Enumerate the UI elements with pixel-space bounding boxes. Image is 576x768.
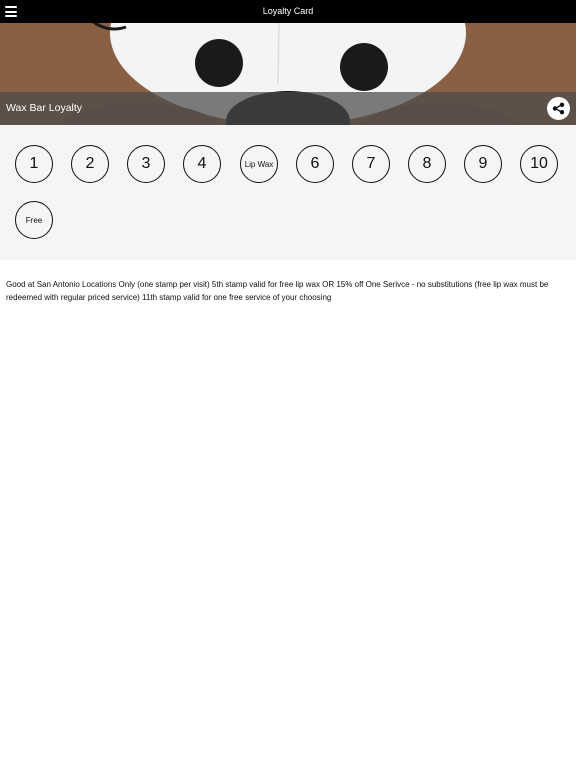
stamp-6[interactable]: 6 <box>296 145 334 183</box>
stamp-3[interactable]: 3 <box>127 145 165 183</box>
stamp-9[interactable]: 9 <box>464 145 502 183</box>
loyalty-card-title: Wax Bar Loyalty <box>6 102 83 114</box>
stamp-1[interactable]: 1 <box>15 145 53 183</box>
stamp-8[interactable]: 8 <box>408 145 446 183</box>
stamp-grid <box>0 125 576 260</box>
stamp-10[interactable]: 10 <box>520 145 558 183</box>
share-button[interactable] <box>547 97 570 120</box>
stamp-7[interactable]: 7 <box>352 145 390 183</box>
banner-title-bar <box>0 92 576 125</box>
stamp-5-lip-wax[interactable]: Lip Wax <box>240 145 278 183</box>
top-bar <box>0 0 576 23</box>
stamp-11-free[interactable]: Free <box>15 201 53 239</box>
page-title: Loyalty Card <box>262 6 314 16</box>
stamp-2[interactable]: 2 <box>71 145 109 183</box>
stamp-4[interactable]: 4 <box>183 145 221 183</box>
share-icon <box>552 102 565 115</box>
loyalty-banner <box>0 23 576 125</box>
loyalty-terms-text: Good at San Antonio Locations Only (one stamp per visit) 5th stamp valid for free lip wax OR 15% off One Serivce - no substitutions (free lip wax must be redeemed with regular priced service) 11th stamp valid for one free service of your choosing <box>6 280 549 302</box>
